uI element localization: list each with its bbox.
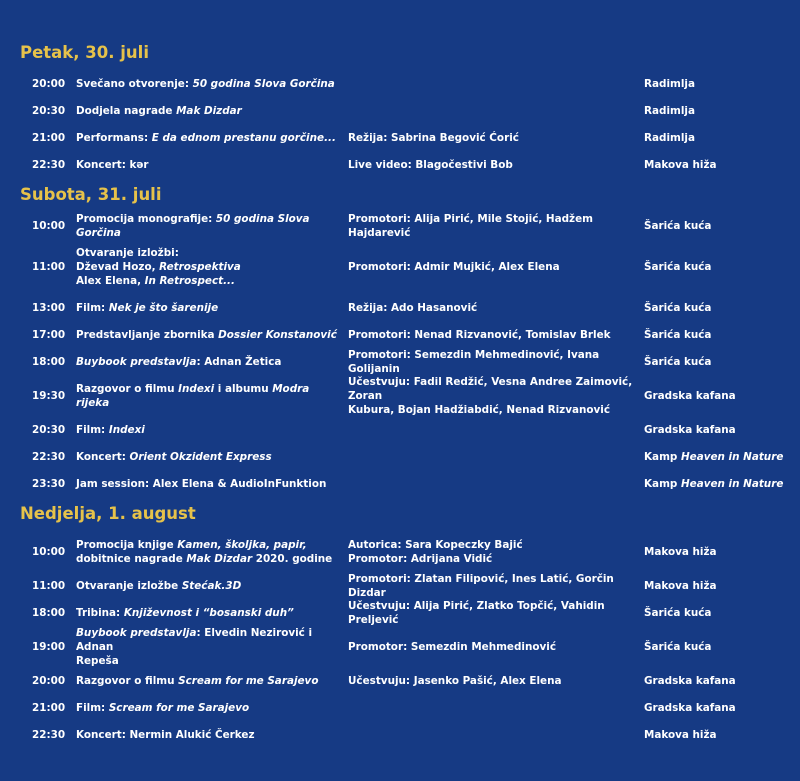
- event-time: 18:00: [32, 606, 66, 619]
- event-people-line: [348, 640, 644, 654]
- event-venue-line: [644, 355, 794, 369]
- event-people: [348, 348, 644, 376]
- event-venue-line: [644, 301, 794, 315]
- event-title-line: [76, 728, 344, 742]
- schedule-row: [0, 470, 800, 497]
- schedule-row: [0, 348, 800, 375]
- event-people: [348, 301, 644, 315]
- schedule-row: [0, 239, 800, 294]
- event-venue-text: Radimlja: [644, 131, 695, 144]
- event-title-text: Modra rijeka: [76, 382, 310, 409]
- event-title-text: Alex Elena,: [76, 274, 145, 287]
- event-venue-line: [644, 423, 794, 437]
- event-people-text: Promotori: Alija Pirić, Mile Stojić, Hadžem Hajdarević: [348, 212, 593, 239]
- event-title-text: 2020. godine: [252, 552, 333, 565]
- schedule-row: [0, 599, 800, 626]
- event-people-line: [348, 674, 644, 688]
- event-venue-line: [644, 674, 794, 688]
- event-people-text: Autorica: Sara Kopeczky Bajić: [348, 538, 523, 551]
- event-venue: [644, 728, 794, 742]
- event-people: [348, 599, 644, 627]
- schedule-row: [0, 531, 800, 572]
- event-people-text: Kubura, Bojan Hadžiabdić, Nenad Rizvanović: [348, 403, 611, 416]
- event-venue-line: [644, 389, 794, 403]
- event-venue: [644, 545, 794, 559]
- event-people-text: Promotori: Semezdin Mehmedinović, Ivana Golijanin: [348, 348, 600, 375]
- day-section: [0, 184, 800, 497]
- event-title-text: 50 godina Slova Gorčina: [76, 212, 310, 239]
- event-title-text: Promocija monografije:: [76, 212, 216, 225]
- event-people-line: [348, 301, 644, 315]
- event-time: 20:30: [32, 423, 66, 436]
- schedule-row: [0, 124, 800, 151]
- event-title-text: Orient Okzident Express: [129, 450, 272, 463]
- event-title-line: [76, 423, 344, 437]
- event-title-line: [76, 77, 344, 91]
- event-venue-text: Šarića kuća: [644, 328, 712, 341]
- event-title-text: Scream for me Sarajevo: [178, 674, 319, 687]
- event-people-text: Učestvuju: Alija Pirić, Zlatko Topčić, Vahidin Preljević: [348, 599, 605, 626]
- event-people-line: [348, 158, 644, 172]
- event-title-line: [76, 538, 344, 552]
- event-title-line: [76, 579, 344, 593]
- event-title-text: Dossier Konstanović: [218, 328, 337, 341]
- event-title-text: Promocija knjige: [76, 538, 178, 551]
- event-venue: [644, 355, 794, 369]
- schedule-row: [0, 375, 800, 416]
- event-venue-line: [644, 640, 794, 654]
- event-title-text: dobitnice nagrade: [76, 552, 187, 565]
- event-venue-text: Šarića kuća: [644, 301, 712, 314]
- event-title-text: Stećak.3D: [181, 579, 242, 592]
- event-title: [76, 674, 344, 688]
- event-title-text: Film:: [76, 423, 109, 436]
- event-people: [348, 538, 644, 566]
- event-people-line: [348, 375, 644, 403]
- event-title: [76, 246, 344, 288]
- event-title: [76, 328, 344, 342]
- schedule-row: [0, 572, 800, 599]
- event-title-line: [76, 212, 344, 240]
- schedule-rows: [0, 531, 800, 748]
- event-people-text: Promotori: Zlatan Filipović, Ines Latić, Gorčin Dizdar: [348, 572, 614, 599]
- event-people: [348, 640, 644, 654]
- event-venue: [644, 701, 794, 715]
- event-venue-line: [644, 158, 794, 172]
- event-people-line: [348, 599, 644, 627]
- event-venue: [644, 260, 794, 274]
- event-venue: [644, 640, 794, 654]
- event-title-line: [76, 552, 344, 566]
- event-people-line: [348, 538, 644, 552]
- event-title: [76, 158, 344, 172]
- event-time: 22:30: [32, 158, 66, 171]
- event-venue-text: Kamp: [644, 450, 681, 463]
- event-title-text: E da ednom prestanu gorčine...: [151, 131, 336, 144]
- event-time: 10:00: [32, 545, 66, 558]
- day-title: Petak, 30. juli: [20, 43, 149, 62]
- event-venue: [644, 219, 794, 233]
- event-title-text: Buybook predstavlja: [76, 355, 197, 368]
- event-venue: [644, 131, 794, 145]
- event-venue-line: [644, 477, 794, 491]
- event-title-text: Dodjela nagrade: [76, 104, 177, 117]
- event-people-text: Učestvuju: Fadil Redžić, Vesna Andree Zaimović, Zoran: [348, 375, 633, 402]
- event-title-text: Nek je što šarenije: [108, 301, 219, 314]
- event-people: [348, 674, 644, 688]
- event-people-line: [348, 552, 644, 566]
- event-title-line: [76, 104, 344, 118]
- schedule-row: [0, 626, 800, 667]
- event-venue-text: Makova hiža: [644, 579, 717, 592]
- event-people-text: Promotor: Semezdin Mehmedinović: [348, 640, 557, 653]
- event-venue-text: Gradska kafana: [644, 423, 736, 436]
- event-title: [76, 104, 344, 118]
- event-venue-line: [644, 104, 794, 118]
- event-title: [76, 423, 344, 437]
- event-title: [76, 477, 344, 491]
- event-people-text: Režija: Ado Hasanović: [348, 301, 478, 314]
- event-title-text: Buybook predstavlja: [76, 626, 197, 639]
- event-venue: [644, 477, 794, 491]
- event-venue-line: [644, 606, 794, 620]
- event-title: [76, 301, 344, 315]
- event-venue: [644, 579, 794, 593]
- event-venue: [644, 328, 794, 342]
- event-venue-line: [644, 728, 794, 742]
- event-title-line: [76, 328, 344, 342]
- event-time: 22:30: [32, 728, 66, 741]
- event-venue-text: Šarića kuća: [644, 640, 712, 653]
- event-title: [76, 212, 344, 240]
- event-title: [76, 728, 344, 742]
- event-venue-line: [644, 579, 794, 593]
- event-people: [348, 212, 644, 240]
- event-people-line: [348, 348, 644, 376]
- event-venue: [644, 606, 794, 620]
- event-title-line: [76, 158, 344, 172]
- event-venue-text: Gradska kafana: [644, 389, 736, 402]
- event-venue-line: [644, 77, 794, 91]
- event-venue-text: Radimlja: [644, 104, 695, 117]
- schedule-row: [0, 212, 800, 239]
- schedule-row: [0, 667, 800, 694]
- event-title: [76, 626, 344, 668]
- event-venue-text: Radimlja: [644, 77, 695, 90]
- event-people-line: [348, 131, 644, 145]
- day-title: Nedjelja, 1. august: [20, 504, 196, 523]
- event-people-line: [348, 212, 644, 240]
- day-section: [0, 503, 800, 748]
- event-title-text: : Elvedin Nezirović i Adnan: [76, 626, 313, 653]
- event-title-line: [76, 246, 344, 260]
- event-venue-text: Heaven in Nature: [680, 450, 784, 463]
- event-time: 20:30: [32, 104, 66, 117]
- event-title-text: Dževad Hozo,: [76, 260, 160, 273]
- event-people: [348, 328, 644, 342]
- event-venue-text: Gradska kafana: [644, 674, 736, 687]
- day-section: [0, 42, 800, 178]
- event-title-text: : Adnan Žetica: [196, 355, 282, 368]
- event-title-line: [76, 606, 344, 620]
- event-venue-text: Kamp: [644, 477, 681, 490]
- event-title-text: 50 godina Slova Gorčina: [192, 77, 335, 90]
- day-title: Subota, 31. juli: [20, 185, 162, 204]
- event-title-line: [76, 131, 344, 145]
- event-venue: [644, 77, 794, 91]
- event-people: [348, 131, 644, 145]
- event-venue-text: Makova hiža: [644, 158, 717, 171]
- event-title-text: Tribina:: [76, 606, 124, 619]
- event-venue-line: [644, 545, 794, 559]
- event-title: [76, 450, 344, 464]
- event-title: [76, 355, 344, 369]
- event-title-text: Otvaranje izložbi:: [76, 246, 179, 259]
- event-venue-line: [644, 701, 794, 715]
- event-venue-text: Šarića kuća: [644, 219, 712, 232]
- event-title-text: Indexi: [178, 382, 215, 395]
- event-people-text: Promotor: Adrijana Vidić: [348, 552, 493, 565]
- schedule-row: [0, 416, 800, 443]
- event-title-text: i albumu: [214, 382, 273, 395]
- event-people-text: Režija: Sabrina Begović Ćorić: [348, 131, 519, 144]
- event-title-text: Performans:: [76, 131, 152, 144]
- event-title: [76, 606, 344, 620]
- event-title-text: Jam session: Alex Elena & AudioInFunktion: [76, 477, 327, 490]
- event-venue: [644, 104, 794, 118]
- event-time: 19:00: [32, 640, 66, 653]
- event-title: [76, 382, 344, 410]
- schedule-row: [0, 443, 800, 470]
- event-venue: [644, 158, 794, 172]
- event-title-line: [76, 674, 344, 688]
- event-people: [348, 572, 644, 600]
- event-title-line: [76, 450, 344, 464]
- event-venue: [644, 450, 794, 464]
- event-title-text: Svečano otvorenje:: [76, 77, 193, 90]
- event-title: [76, 701, 344, 715]
- event-title-text: Kamen, školjka, papir,: [177, 538, 307, 551]
- event-time: 21:00: [32, 131, 66, 144]
- schedule-rows: [0, 212, 800, 497]
- event-time: 18:00: [32, 355, 66, 368]
- event-people-text: Live video: Blagočestivi Bob: [348, 158, 513, 171]
- event-title-text: In Retrospect...: [144, 274, 235, 287]
- event-people-line: [348, 572, 644, 600]
- event-people: [348, 260, 644, 274]
- event-time: 13:00: [32, 301, 66, 314]
- event-title-line: [76, 477, 344, 491]
- event-title-text: Film:: [76, 701, 109, 714]
- schedule-row: [0, 694, 800, 721]
- event-title: [76, 538, 344, 566]
- event-venue: [644, 674, 794, 688]
- event-people-line: [348, 260, 644, 274]
- event-venue-text: Šarića kuća: [644, 606, 712, 619]
- event-venue-text: Makova hiža: [644, 728, 717, 741]
- event-title-text: Mak Dizdar: [186, 552, 253, 565]
- event-title-text: Mak Dizdar: [176, 104, 242, 117]
- event-time: 17:00: [32, 328, 66, 341]
- event-title-line: [76, 654, 344, 668]
- event-venue-text: Šarića kuća: [644, 260, 712, 273]
- event-time: 19:30: [32, 389, 66, 402]
- event-venue-text: Heaven in Nature: [680, 477, 784, 490]
- event-venue-text: Šarića kuća: [644, 355, 712, 368]
- event-title-line: [76, 355, 344, 369]
- event-people-text: Promotori: Admir Mujkić, Alex Elena: [348, 260, 560, 273]
- event-venue-text: Gradska kafana: [644, 701, 736, 714]
- event-venue-line: [644, 219, 794, 233]
- event-title-text: Indexi: [108, 423, 145, 436]
- event-title-text: Scream for me Sarajevo: [108, 701, 250, 714]
- event-venue: [644, 423, 794, 437]
- event-title: [76, 131, 344, 145]
- event-title-text: Razgovor o filmu: [76, 382, 179, 395]
- event-venue-text: Makova hiža: [644, 545, 717, 558]
- event-title-line: [76, 382, 344, 410]
- event-title-line: [76, 260, 344, 274]
- event-venue-line: [644, 450, 794, 464]
- event-time: 22:30: [32, 450, 66, 463]
- event-people-line: [348, 403, 644, 417]
- event-venue: [644, 389, 794, 403]
- event-title-text: Koncert: kǝr: [76, 158, 149, 171]
- event-venue-line: [644, 260, 794, 274]
- schedule-rows: [0, 70, 800, 178]
- schedule-row: [0, 151, 800, 178]
- event-venue-line: [644, 131, 794, 145]
- event-title-line: [76, 301, 344, 315]
- event-people-line: [348, 328, 644, 342]
- event-people: [348, 375, 644, 417]
- event-time: 11:00: [32, 579, 66, 592]
- schedule-row: [0, 294, 800, 321]
- event-time: 20:00: [32, 77, 66, 90]
- event-people-text: Promotori: Nenad Rizvanović, Tomislav Brlek: [348, 328, 611, 341]
- event-people-text: Učestvuju: Jasenko Pašić, Alex Elena: [348, 674, 562, 687]
- schedule-row: [0, 321, 800, 348]
- event-time: 21:00: [32, 701, 66, 714]
- event-time: 23:30: [32, 477, 66, 490]
- event-title: [76, 579, 344, 593]
- event-venue-line: [644, 328, 794, 342]
- schedule-row: [0, 70, 800, 97]
- event-title: [76, 77, 344, 91]
- event-time: 20:00: [32, 674, 66, 687]
- event-title-line: [76, 701, 344, 715]
- event-title-text: Koncert:: [76, 450, 130, 463]
- event-people: [348, 158, 644, 172]
- event-time: 10:00: [32, 219, 66, 232]
- event-time: 11:00: [32, 260, 66, 273]
- event-title-text: Retrospektiva: [159, 260, 241, 273]
- event-title-line: [76, 626, 344, 654]
- event-title-text: Otvaranje izložbe: [76, 579, 182, 592]
- event-title-text: Razgovor o filmu: [76, 674, 179, 687]
- event-title-text: Repeša: [76, 654, 119, 667]
- event-title-line: [76, 274, 344, 288]
- schedule-row: [0, 97, 800, 124]
- event-venue: [644, 301, 794, 315]
- event-title-text: Koncert: Nermin Alukić Čerkez: [76, 728, 255, 741]
- event-title-text: Predstavljanje zbornika: [76, 328, 219, 341]
- schedule-row: [0, 721, 800, 748]
- event-title-text: Književnost i “bosanski duh”: [123, 606, 294, 619]
- event-title-text: Film:: [76, 301, 109, 314]
